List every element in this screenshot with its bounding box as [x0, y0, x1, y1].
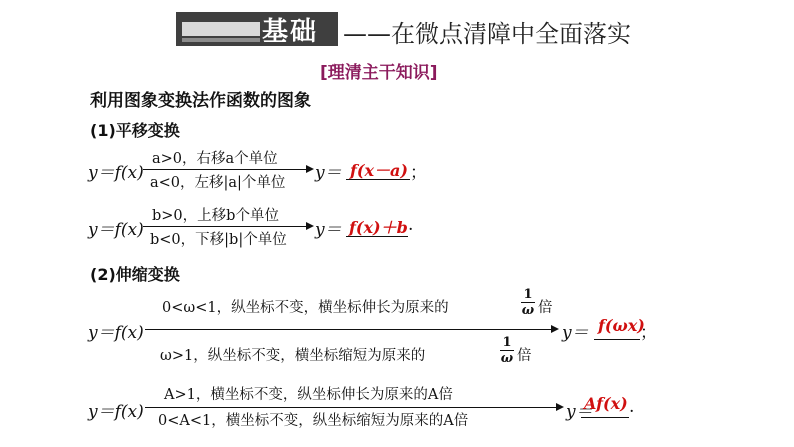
condition-bottom: b<0，下移|b|个单位: [150, 232, 287, 248]
condition-bottom: ω>1，纵坐标不变，横坐标缩短为原来的: [160, 348, 426, 364]
header-badge-text: 基础: [262, 17, 319, 47]
section-bracket-label: [理清主干知识]: [320, 63, 438, 83]
condition-top: a>0，右移a个单位: [152, 151, 278, 167]
section-scaling-heading: (2)伸缩变换: [90, 265, 180, 284]
header-decor-stripe: [182, 22, 260, 36]
condition-bottom: 0<A<1，横坐标不变，纵坐标缩短为原来的A倍: [158, 413, 469, 429]
arrow-head-icon: [306, 222, 314, 230]
answer-underline: [594, 339, 640, 340]
formula-rhs: y＝: [315, 163, 342, 183]
arrow-line: [143, 226, 308, 227]
arrow-head-icon: [551, 325, 559, 333]
section-translation-heading: (1)平移变换: [90, 121, 180, 140]
condition-bottom: a<0，左移|a|个单位: [150, 175, 286, 191]
fraction-numerator: 1: [523, 287, 533, 302]
fraction-top: [521, 288, 535, 317]
fraction-denominator: ω: [500, 351, 514, 366]
condition-top-suffix: 倍: [538, 300, 553, 316]
formula-end-punct: ；: [640, 323, 657, 343]
formula-lhs: y＝f(x): [88, 220, 144, 240]
arrow-head-icon: [556, 403, 564, 411]
answer-text: Af(x): [584, 394, 628, 413]
condition-top: A>1，横坐标不变，纵坐标伸长为原来的A倍: [164, 387, 453, 403]
formula-end-punct: .: [629, 397, 635, 417]
answer-underline: [581, 417, 629, 418]
arrow-line: [145, 407, 558, 408]
header-decor-stripe-2: [182, 38, 260, 42]
header-subtitle: ——在微点清障中全面落实: [343, 20, 631, 48]
formula-lhs: y＝f(x): [88, 323, 144, 343]
page-title: 利用图象变换法作函数的图象: [90, 91, 311, 111]
formula-end-punct: .: [408, 215, 414, 235]
arrow-line: [145, 329, 553, 330]
arrow-line: [143, 169, 308, 170]
answer-underline: [346, 179, 410, 180]
fraction-bottom: [500, 336, 514, 365]
answer-text: f(x－a): [350, 161, 408, 180]
formula-lhs: y＝f(x): [88, 402, 144, 422]
formula-rhs: y＝: [315, 220, 342, 240]
condition-top: b>0，上移b个单位: [152, 208, 279, 224]
condition-bottom-suffix: 倍: [517, 348, 532, 364]
answer-text: f(x)＋b: [349, 218, 408, 237]
answer-text: f(ωx): [598, 316, 645, 335]
arrow-head-icon: [306, 165, 314, 173]
formula-end-punct: ；: [410, 163, 427, 183]
fraction-denominator: ω: [521, 303, 535, 318]
formula-rhs: y＝: [562, 323, 589, 343]
condition-top: 0<ω<1，纵坐标不变，横坐标伸长为原来的: [162, 300, 449, 316]
answer-underline: [346, 236, 408, 237]
formula-rhs: y＝: [566, 402, 593, 422]
formula-lhs: y＝f(x): [88, 163, 144, 183]
fraction-numerator: 1: [502, 335, 512, 350]
